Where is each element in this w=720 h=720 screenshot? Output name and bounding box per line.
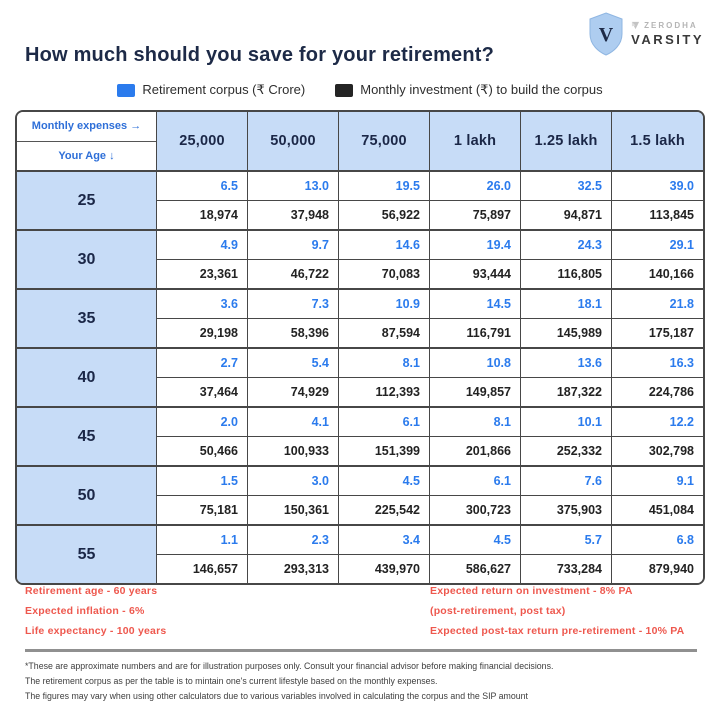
legend-corpus-label: Retirement corpus (₹ Crore) [142,82,306,97]
assumption-life-expectancy: Life expectancy - 100 years [25,625,167,637]
investment-cell: 149,857 [430,378,521,407]
corpus-cell: 2.0 [157,408,248,437]
age-cell: 25 [17,172,157,229]
investment-cell: 112,393 [339,378,430,407]
corpus-cell: 10.9 [339,290,430,319]
age-cell: 45 [17,408,157,465]
investment-cell: 75,181 [157,496,248,525]
table-row-group [17,467,703,526]
corpus-cell: 4.1 [248,408,339,437]
investment-cell: 300,723 [430,496,521,525]
investment-cell: 879,940 [612,555,703,584]
corpus-cell: 24.3 [521,231,612,260]
investment-cell: 116,805 [521,260,612,289]
footnote-2: The retirement corpus as per the table is to mintain one's current lifestyle based on the monthly expenses. [25,676,438,686]
column-header: 1 lakh [430,112,521,170]
investment-cell: 113,845 [612,201,703,230]
investment-cell: 29,198 [157,319,248,348]
investment-cell: 116,791 [430,319,521,348]
investment-cell: 187,322 [521,378,612,407]
age-cell: 30 [17,231,157,288]
age-cell: 55 [17,526,157,583]
investment-cell: 74,929 [248,378,339,407]
corner-monthly-expenses-label: Monthly expenses → [17,112,156,142]
corpus-cell: 16.3 [612,349,703,378]
assumption-return: Expected return on investment - 8% PA [430,585,633,597]
investment-cell: 56,922 [339,201,430,230]
corpus-cell: 12.2 [612,408,703,437]
investment-cell: 586,627 [430,555,521,584]
corpus-cell: 10.8 [430,349,521,378]
investment-cell: 224,786 [612,378,703,407]
investment-cell: 151,399 [339,437,430,466]
corpus-cell: 4.5 [339,467,430,496]
investment-cell: 375,903 [521,496,612,525]
divider [25,649,697,652]
corpus-cell: 8.1 [430,408,521,437]
legend-item-corpus [117,82,305,98]
assumption-pretax-return: Expected post-tax return pre-retirement - 10% PA [430,625,685,637]
investment-cell: 87,594 [339,319,430,348]
legend [0,82,720,98]
investment-cell: 23,361 [157,260,248,289]
retirement-table [15,110,705,585]
varsity-logo [589,12,704,56]
table-row-group [17,172,703,231]
corpus-cell: 10.1 [521,408,612,437]
corpus-cell: 1.5 [157,467,248,496]
corpus-cell: 5.7 [521,526,612,555]
investment-cell: 293,313 [248,555,339,584]
investment-cell: 46,722 [248,260,339,289]
corpus-cell: 39.0 [612,172,703,201]
footnotes [25,661,705,701]
investment-cell: 94,871 [521,201,612,230]
shield-letter: V [598,24,614,46]
table-header-row [17,112,703,172]
legend-investment-label: Monthly investment (₹) to build the corpus [360,82,603,97]
table-row-group [17,290,703,349]
investment-cell: 50,466 [157,437,248,466]
corpus-cell: 6.1 [430,467,521,496]
investment-cell: 18,974 [157,201,248,230]
investment-cell: 252,332 [521,437,612,466]
column-header: 50,000 [248,112,339,170]
investment-cell: 75,897 [430,201,521,230]
assumption-return-note: (post-retirement, post tax) [430,605,566,617]
corpus-cell: 4.9 [157,231,248,260]
corpus-cell: 6.1 [339,408,430,437]
table-row-group [17,408,703,467]
table-row-group [17,349,703,408]
zerodha-wordmark: ZERODHA [644,21,698,30]
investment-cell: 225,542 [339,496,430,525]
footnote-3: The figures may vary when using other calculators due to various variables involved in calculating the corpus and the SIP amount [25,691,529,701]
investment-cell: 37,948 [248,201,339,230]
corpus-cell: 7.3 [248,290,339,319]
corpus-cell: 18.1 [521,290,612,319]
varsity-shield-icon [589,12,623,56]
investment-cell: 439,970 [339,555,430,584]
corner-cell [17,112,157,170]
corpus-cell: 32.5 [521,172,612,201]
corpus-cell: 3.6 [157,290,248,319]
corpus-cell: 13.0 [248,172,339,201]
investment-cell: 201,866 [430,437,521,466]
assumption-inflation: Expected inflation - 6% [25,605,145,617]
corpus-cell: 3.4 [339,526,430,555]
corpus-cell: 4.5 [430,526,521,555]
corner-your-age-label: Your Age ↓ [58,149,115,162]
investment-cell: 93,444 [430,260,521,289]
corpus-cell: 19.4 [430,231,521,260]
zerodha-kite-icon [631,21,640,30]
corpus-cell: 3.0 [248,467,339,496]
column-header: 25,000 [157,112,248,170]
corpus-cell: 2.7 [157,349,248,378]
investment-cell: 733,284 [521,555,612,584]
corpus-cell: 2.3 [248,526,339,555]
varsity-wordmark: VARSITY [631,32,704,47]
column-header: 75,000 [339,112,430,170]
investment-cell: 140,166 [612,260,703,289]
investment-cell: 451,084 [612,496,703,525]
page-title: How much should you save for your retirement? [25,44,495,66]
investment-cell: 150,361 [248,496,339,525]
corpus-cell: 29.1 [612,231,703,260]
corpus-cell: 19.5 [339,172,430,201]
assumptions [25,585,697,637]
investment-cell: 146,657 [157,555,248,584]
age-cell: 35 [17,290,157,347]
corpus-cell: 9.1 [612,467,703,496]
investment-cell: 58,396 [248,319,339,348]
corpus-cell: 6.8 [612,526,703,555]
investment-cell: 70,083 [339,260,430,289]
column-header: 1.5 lakh [612,112,703,170]
corpus-cell: 9.7 [248,231,339,260]
corpus-cell: 5.4 [248,349,339,378]
age-cell: 40 [17,349,157,406]
corpus-cell: 26.0 [430,172,521,201]
table-row-group [17,526,703,583]
corpus-cell: 8.1 [339,349,430,378]
column-header: 1.25 lakh [521,112,612,170]
investment-cell: 37,464 [157,378,248,407]
assumption-retirement-age: Retirement age - 60 years [25,585,158,597]
age-cell: 50 [17,467,157,524]
corpus-cell: 1.1 [157,526,248,555]
investment-cell: 175,187 [612,319,703,348]
corpus-cell: 13.6 [521,349,612,378]
corpus-swatch-icon [117,84,135,97]
investment-cell: 302,798 [612,437,703,466]
corpus-cell: 14.5 [430,290,521,319]
corpus-cell: 6.5 [157,172,248,201]
corpus-cell: 7.6 [521,467,612,496]
legend-item-investment [335,82,602,98]
corpus-cell: 14.6 [339,231,430,260]
investment-swatch-icon [335,84,353,97]
corpus-cell: 21.8 [612,290,703,319]
investment-cell: 145,989 [521,319,612,348]
investment-cell: 100,933 [248,437,339,466]
table-row-group [17,231,703,290]
footnote-1: *These are approximate numbers and are for illustration purposes only. Consult your financial advisor before making financial decisions. [25,661,554,671]
